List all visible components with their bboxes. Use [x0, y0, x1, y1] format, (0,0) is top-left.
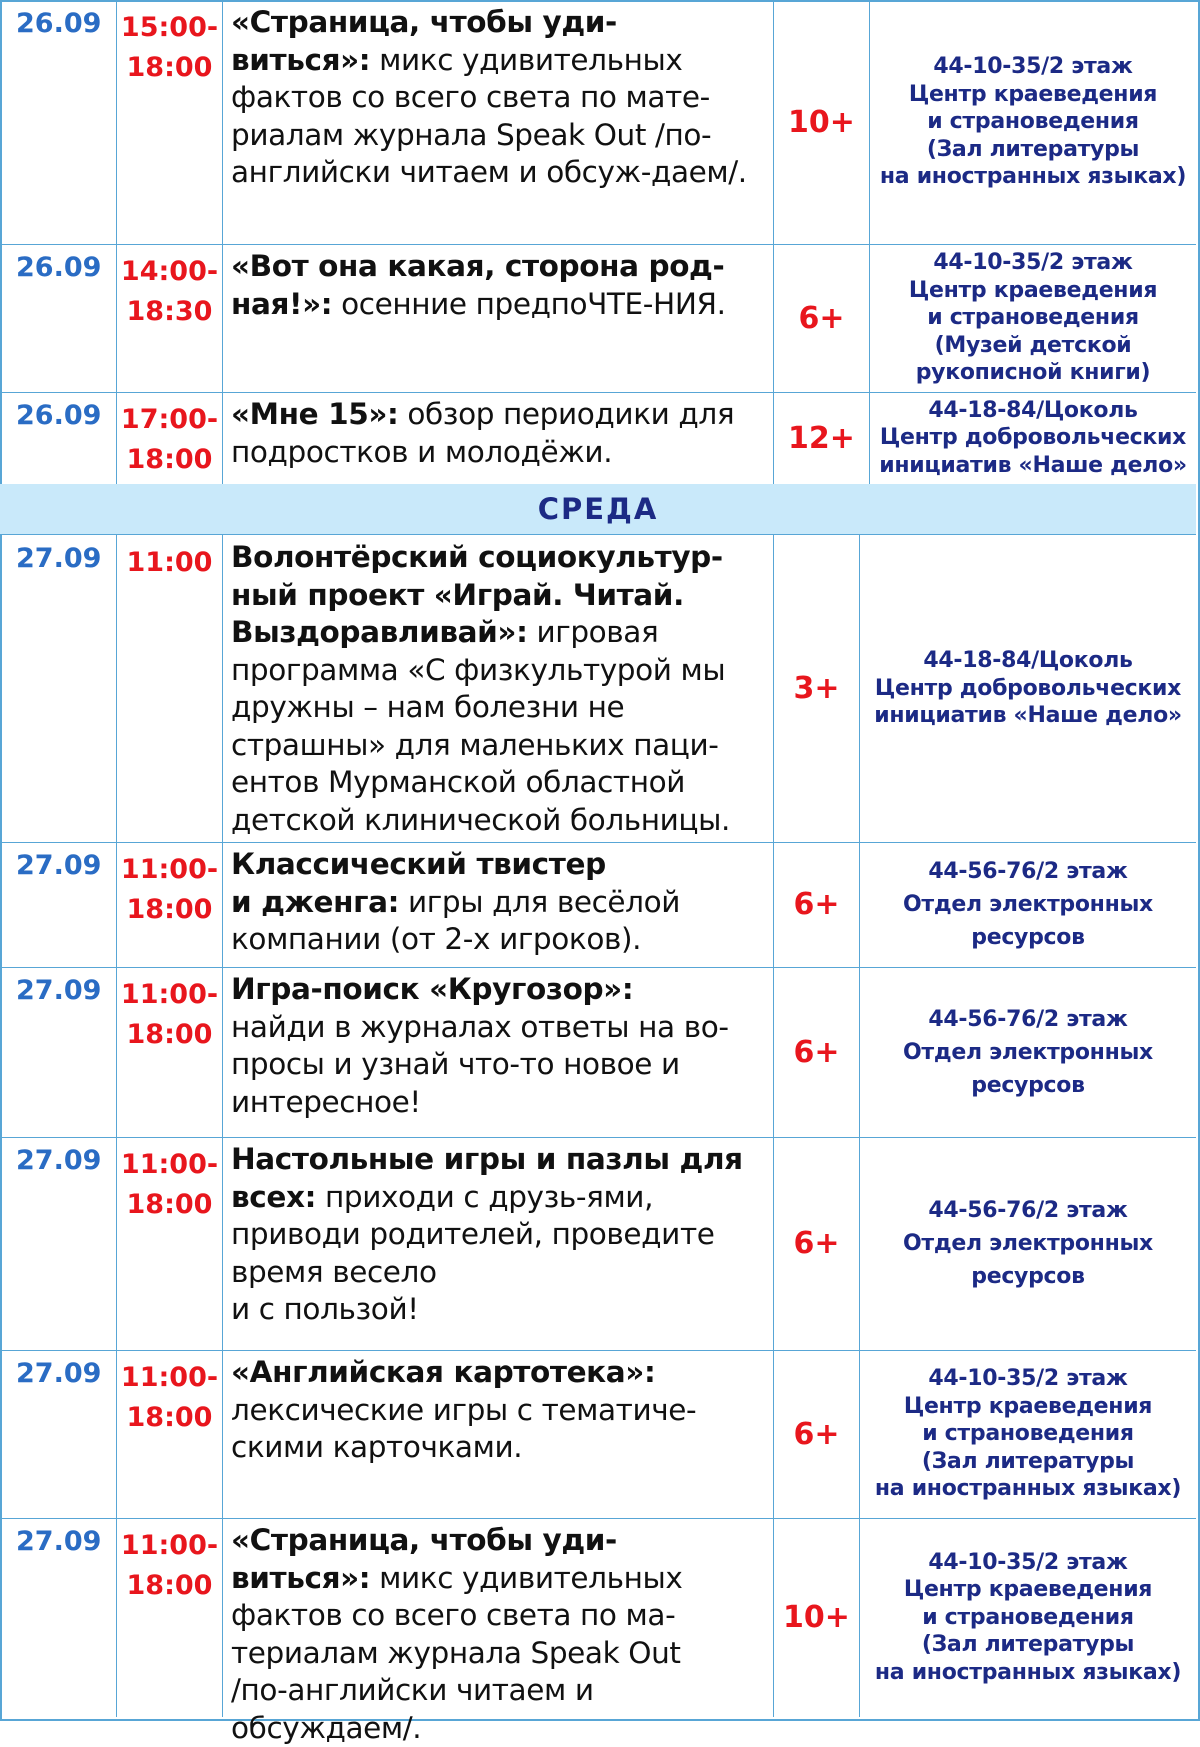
- event-description: микс удивительных фактов со всего света по мате-риалам журнала Speak Out /по-английски читаем и обсуж-даем/.: [231, 42, 747, 189]
- event-time: 11:00- 18:00: [120, 979, 219, 1050]
- place-cell: [860, 1350, 1196, 1518]
- age-rating: 6+: [793, 1416, 840, 1452]
- age-rating: 6+: [793, 1034, 840, 1070]
- day-header-label: СРЕДА: [537, 492, 659, 526]
- time-cell: [117, 1518, 223, 1717]
- event-location: 44-18-84/Цоколь Центр добровольческих инициатив «Наше дело»: [879, 397, 1187, 478]
- event-time: 11:00- 18:00: [120, 854, 219, 925]
- event-date: 26.09: [16, 252, 102, 283]
- age-cell: [774, 967, 860, 1137]
- age-cell: [774, 1137, 860, 1350]
- event-location: 44-10-35/2 этаж Центр краеведения и страноведения (Зал литературы на иностранных языках): [874, 1366, 1182, 1502]
- table-row: [0, 244, 1196, 393]
- event-location: 44-56-76/2 этаж Отдел электронных ресурсов: [903, 1006, 1153, 1098]
- age-rating: 12+: [788, 420, 855, 456]
- event-time: 14:00- 18:30: [120, 256, 219, 327]
- event-cell: [223, 1518, 774, 1745]
- table-row: [0, 967, 1196, 1138]
- event-time: 11:00: [126, 547, 213, 578]
- event-date: 27.09: [16, 850, 102, 881]
- event-description: обзор периодики для подростков и молодёжи.: [231, 397, 735, 469]
- event-location: 44-56-76/2 этаж Отдел электронных ресурсов: [903, 859, 1153, 950]
- time-cell: [117, 535, 223, 842]
- place-cell: [870, 392, 1196, 484]
- event-title: Настольные игры и пазлы для всех:: [231, 1142, 743, 1214]
- event-cell: [223, 1137, 774, 1350]
- event-time: 17:00- 18:00: [120, 404, 219, 475]
- table-row: [0, 1350, 1196, 1519]
- event-description: игры для весёлой компании (от 2-х игроков).: [231, 884, 681, 956]
- date-cell: [0, 842, 117, 967]
- event-cell: [223, 392, 774, 484]
- date-cell: [0, 1350, 117, 1518]
- event-cell: [223, 0, 774, 244]
- age-rating: 6+: [793, 1226, 840, 1261]
- event-description: игровая программа «С физкультурой мы дружны – нам болезни не страшны» для маленьких паци-ентов Мурманской областной детской клинической больницы.: [231, 615, 730, 837]
- event-location: 44-56-76/2 этаж Отдел электронных ресурсов: [903, 1198, 1153, 1289]
- age-cell: [774, 392, 870, 484]
- time-cell: [117, 842, 223, 967]
- event-title: Волонтёрский социокультур-ный проект «Играй. Читай. Выздоравливай»:: [231, 540, 723, 649]
- event-title: «Страница, чтобы уди- виться»:: [231, 5, 617, 77]
- age-rating: 6+: [798, 300, 845, 336]
- day-header: [0, 484, 1196, 535]
- event-time: 11:00- 18:00: [120, 1149, 219, 1220]
- event-date: 27.09: [16, 1145, 102, 1176]
- time-cell: [117, 1137, 223, 1350]
- time-cell: [117, 244, 223, 392]
- table-row: [0, 0, 1196, 245]
- event-description: лексические игры с тематиче-скими карточками.: [231, 1392, 697, 1464]
- table-row: [0, 535, 1196, 843]
- event-description: приходи с друзь-ями, приводи родителей, проведите время весело и с пользой!: [231, 1179, 715, 1326]
- time-cell: [117, 0, 223, 244]
- age-rating: 10+: [783, 1600, 850, 1635]
- table-row: [0, 1518, 1196, 1745]
- event-location: 44-10-35/2 этаж Центр краеведения и страноведения (Музей детской рукописной книги): [908, 250, 1158, 386]
- event-title: «Английская картотека»:: [231, 1355, 656, 1389]
- age-cell: [774, 0, 870, 244]
- table-row: [0, 842, 1196, 968]
- event-date: 27.09: [16, 1526, 102, 1557]
- event-title: Игра-поиск «Кругозор»:: [231, 972, 634, 1006]
- place-cell: [870, 244, 1196, 392]
- event-date: 27.09: [16, 543, 102, 574]
- place-cell: [860, 1518, 1196, 1717]
- event-time: 15:00- 18:00: [120, 12, 219, 83]
- age-rating: 6+: [793, 887, 840, 922]
- event-cell: [223, 842, 774, 967]
- place-cell: [860, 967, 1196, 1137]
- event-date: 27.09: [16, 975, 102, 1006]
- event-title: «Вот она какая, сторона род-ная!»:: [231, 249, 725, 321]
- age-cell: [774, 535, 860, 842]
- date-cell: [0, 244, 117, 392]
- event-title: «Мне 15»:: [231, 397, 399, 431]
- time-cell: [117, 967, 223, 1137]
- event-location: 44-10-35/2 этаж Центр краеведения и страноведения (Зал литературы на иностранных языках): [879, 54, 1187, 190]
- event-location: 44-18-84/Цоколь Центр добровольческих инициатив «Наше дело»: [874, 648, 1182, 729]
- event-cell: [223, 244, 774, 392]
- event-cell: [223, 1350, 774, 1518]
- event-time: 11:00- 18:00: [120, 1530, 219, 1601]
- event-cell: [223, 967, 774, 1137]
- age-cell: [774, 244, 870, 392]
- date-cell: [0, 1137, 117, 1350]
- event-time: 11:00- 18:00: [120, 1362, 219, 1433]
- table-row: [0, 392, 1196, 485]
- time-cell: [117, 392, 223, 484]
- event-date: 26.09: [16, 400, 102, 431]
- event-title: Классический твистер и дженга:: [231, 847, 606, 919]
- date-cell: [0, 535, 117, 842]
- place-cell: [860, 535, 1196, 842]
- time-cell: [117, 1350, 223, 1518]
- event-date: 27.09: [16, 1358, 102, 1389]
- age-cell: [774, 1350, 860, 1518]
- table-row: [0, 1137, 1196, 1351]
- event-cell: [223, 535, 774, 842]
- place-cell: [860, 1137, 1196, 1350]
- place-cell: [870, 0, 1196, 244]
- event-date: 26.09: [16, 8, 102, 39]
- date-cell: [0, 0, 117, 244]
- date-cell: [0, 967, 117, 1137]
- age-rating: 3+: [793, 671, 840, 706]
- place-cell: [860, 842, 1196, 967]
- event-title: «Страница, чтобы уди- виться»:: [231, 1523, 617, 1595]
- age-rating: 10+: [788, 104, 855, 140]
- event-location: 44-10-35/2 этаж Центр краеведения и страноведения (Зал литературы на иностранных языках): [874, 1549, 1182, 1685]
- date-cell: [0, 392, 117, 484]
- age-cell: [774, 842, 860, 967]
- date-cell: [0, 1518, 117, 1717]
- event-description: найди в журналах ответы на во-просы и узнай что-то новое и интересное!: [231, 1009, 729, 1119]
- event-description: микс удивительных фактов со всего света по ма-териалам журнала Speak Out /по-английски читаем и обсуждаем/.: [231, 1560, 683, 1745]
- age-cell: [774, 1518, 860, 1717]
- event-description: осенние предпоЧТЕ-НИЯ.: [332, 286, 726, 321]
